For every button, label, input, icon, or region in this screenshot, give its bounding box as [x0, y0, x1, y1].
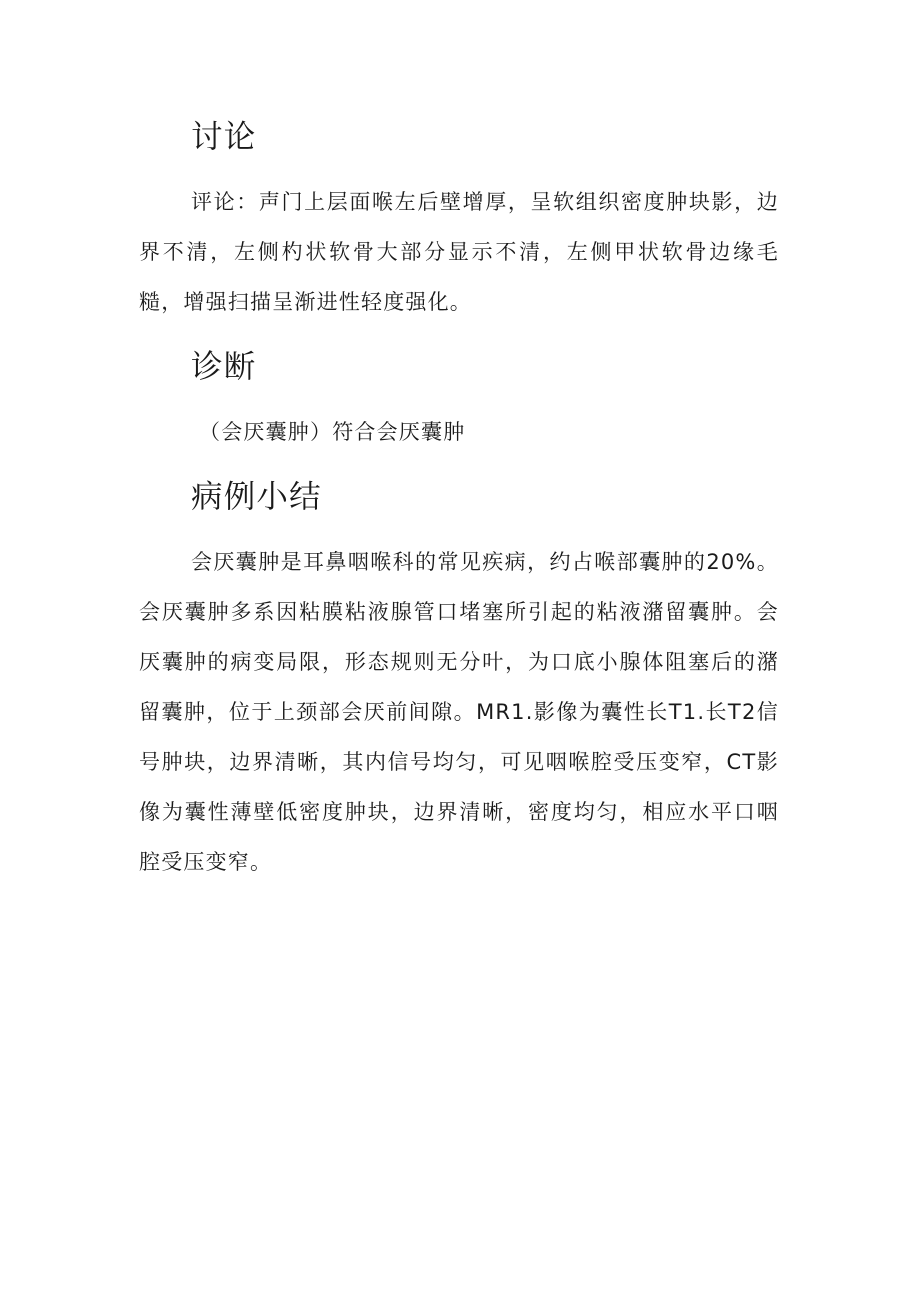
case-summary-paragraph: 会厌囊肿是耳鼻咽喉科的常见疾病，约占喉部囊肿的20%。会厌囊肿多系因粘膜粘液腺管口堵塞所引起的粘液潴留囊肿。会厌囊肿的病变局限，形态规则无分叶，为口底小腺体阻塞后的潴留囊肿，位于上颈部会厌前间隙。MR1.影像为囊性长T1.长T2信号肿块，边界清晰，其内信号均匀，可见咽喉腔受压变窄，CT影像为囊性薄壁低密度肿块，边界清晰，密度均匀，相应水平口咽腔受压变窄。 — [139, 550, 779, 874]
discussion-heading: 讨论 — [191, 119, 257, 155]
diagnosis-heading: 诊断 — [191, 349, 257, 385]
document-body — [139, 112, 779, 887]
case-summary-heading: 病例小结 — [191, 479, 322, 515]
diagnosis-paragraph: （会厌囊肿）符合会厌囊肿 — [199, 420, 466, 444]
discussion-paragraph: 评论：声门上层面喉左后壁增厚，呈软组织密度肿块影，边界不清，左侧杓状软骨大部分显示不清，左侧甲状软骨边缘毛糙，增强扫描呈渐进性轻度强化。 — [139, 190, 779, 314]
